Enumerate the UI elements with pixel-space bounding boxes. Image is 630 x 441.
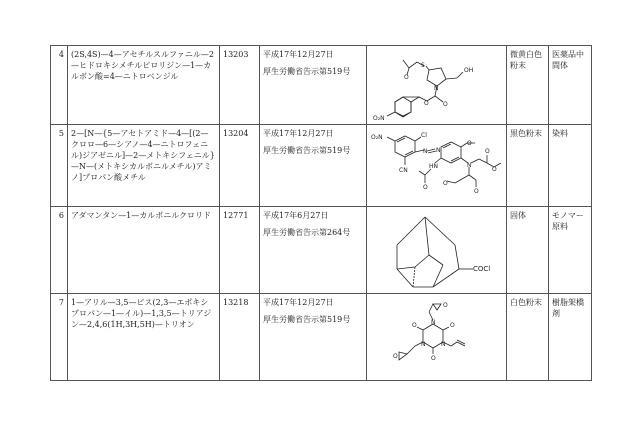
substance-name: (2S,4S)—4—アセチルスルファニル—2—ヒドロキシメチルピロリジン—1—カルボン酸=4—ニトロベンジル: [68, 46, 220, 125]
atom-label: O: [485, 148, 490, 155]
substance-code: 13203: [220, 46, 260, 125]
structure-cell: [367, 207, 507, 294]
structure-cell: [367, 294, 507, 381]
substance-name: アダマンタン—1—カルボニルクロリド: [68, 207, 220, 294]
structure-diagram: [367, 125, 506, 206]
atom-label: O: [492, 166, 497, 173]
atom-label: O₂N: [371, 134, 383, 141]
atom-label: N: [434, 85, 439, 92]
physical-form: 黒色粉末: [507, 125, 549, 207]
notice-date: 平成17年6月27日: [263, 211, 329, 220]
intended-use: 樹脂架橋剤: [549, 294, 592, 381]
atom-label: O: [443, 180, 448, 187]
substance-code: 13204: [220, 125, 260, 207]
atom-label: OH: [464, 67, 474, 74]
table-row: [51, 46, 592, 125]
row-number: 6: [51, 207, 68, 294]
structure-diagram: [367, 207, 506, 293]
physical-form: 白色粉末: [507, 294, 549, 381]
atom-label: O: [424, 100, 429, 107]
row-number: 7: [51, 294, 68, 381]
notice-cell: [260, 125, 367, 207]
atom-label: O: [467, 140, 472, 147]
substance-code: 13218: [220, 294, 260, 381]
notice-date: 平成17年12月27日: [263, 129, 334, 138]
substance-name: 1—アリル—3,5—ビス(2,3—エポキシプロパン—1—イル)—1,3,5—トリアジン—2,4,6(1H,3H,5H)—トリオン: [68, 294, 220, 381]
atom-label: Cl: [421, 132, 427, 139]
atom-label: O: [443, 302, 448, 309]
atom-label: N: [431, 319, 436, 326]
intended-use: 染料: [549, 125, 592, 207]
atom-label: CN: [399, 167, 408, 174]
atom-label: O: [393, 353, 398, 360]
atom-label: O: [474, 188, 479, 195]
atom-label: N: [467, 162, 472, 169]
intended-use: 医薬品中間体: [549, 46, 592, 125]
notice-cell: [260, 294, 367, 381]
atom-label: O: [450, 322, 455, 329]
notice-cell: [260, 46, 367, 125]
row-number: 5: [51, 125, 68, 207]
intended-use: モノマー原料: [549, 207, 592, 294]
structure-cell: [367, 46, 507, 125]
notice-number: 厚生労働省告示第519号: [263, 315, 351, 324]
substance-code: 12771: [220, 207, 260, 294]
notice-number: 厚生労働省告示第519号: [263, 146, 351, 155]
atom-label: N: [436, 147, 441, 154]
table-row: [51, 125, 592, 207]
notice-date: 平成17年12月27日: [263, 298, 334, 307]
row-number: 4: [51, 46, 68, 125]
notice-number: 厚生労働省告示第264号: [263, 228, 351, 237]
atom-label: O: [404, 74, 409, 81]
notice-number: 厚生労働省告示第519号: [263, 67, 351, 76]
atom-label: N: [423, 148, 428, 155]
atom-label: O: [443, 101, 448, 108]
physical-form: 固体: [507, 207, 549, 294]
atom-label: N: [421, 341, 426, 348]
atom-label: O₂N: [373, 115, 385, 122]
atom-label: O: [423, 184, 428, 191]
atom-label: O: [431, 355, 436, 362]
substance-name: 2—[N—{5—アセトアミド—4—[(2—クロロ—6—シアノ—4—ニトロフェニル)ジアゼニル]—2—メトキシフェニル}—N—(メトキシカルボニルメチル)アミノ]プロパン酸メチル: [68, 125, 220, 207]
structure-diagram: [367, 46, 506, 124]
atom-label: O: [412, 322, 417, 329]
substance-table: [50, 45, 592, 381]
atom-label: N: [441, 341, 446, 348]
atom-label: S: [421, 62, 425, 69]
physical-form: 微黄白色粉末: [507, 46, 549, 125]
atom-label: HN: [429, 163, 438, 170]
structure-diagram: [367, 294, 506, 380]
structure-cell: [367, 125, 507, 207]
table-row: [51, 207, 592, 294]
atom-label: COCl: [473, 265, 491, 273]
notice-cell: [260, 207, 367, 294]
table-row: [51, 294, 592, 381]
notice-date: 平成17年12月27日: [263, 50, 334, 59]
